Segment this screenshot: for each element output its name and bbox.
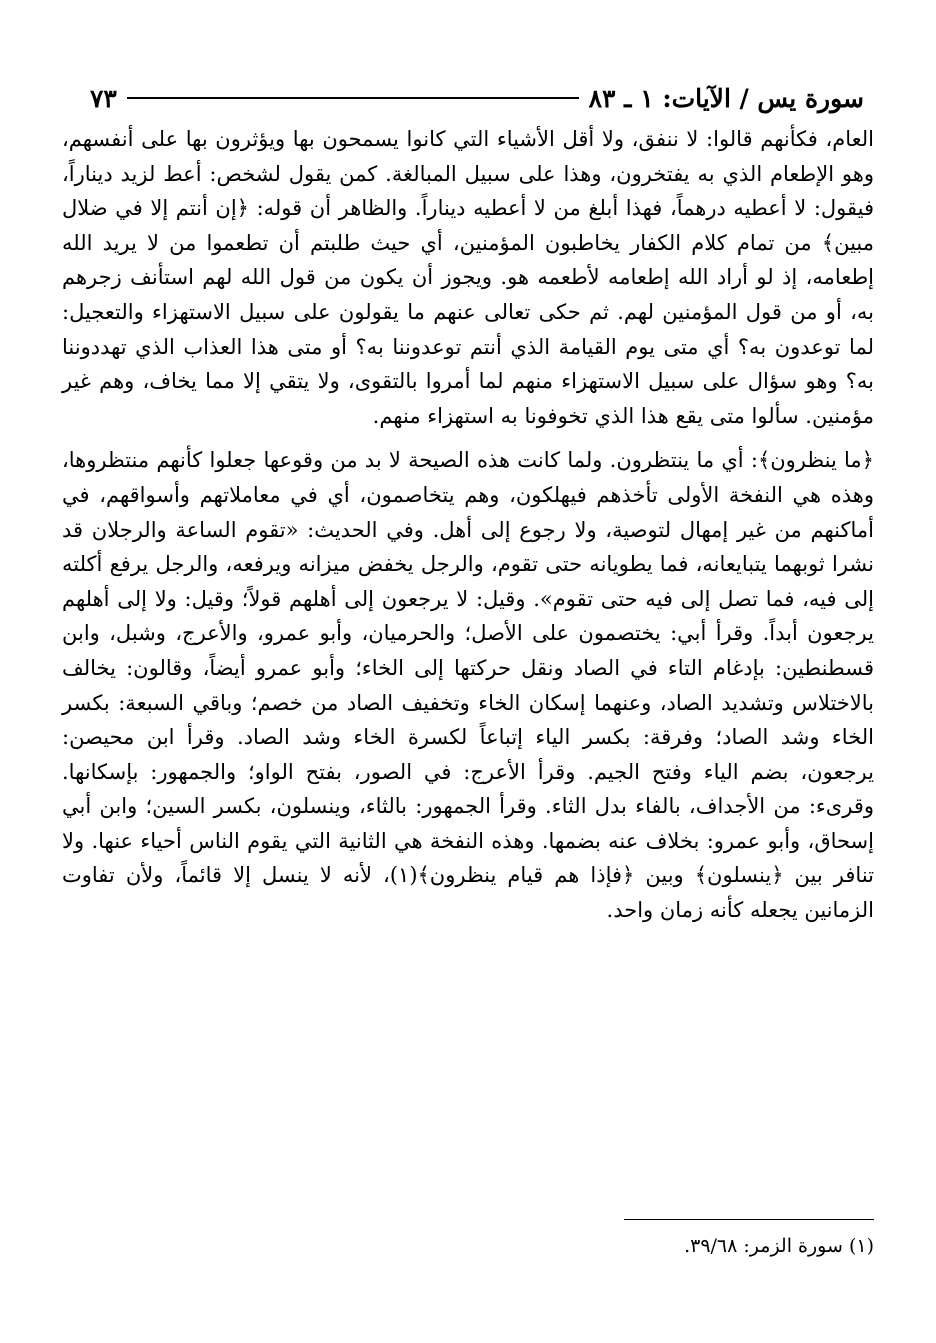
page-number: ٧٣ [90,83,117,113]
page-header [90,80,864,116]
paragraph-1: العام، فكأنهم قالوا: لا ننفق، ولا أقل الأشياء التي كانوا يسمحون بها ويؤثرون بها على أنفسهم، وهو الإطعام الذي به يفتخرون، وهذا على سبيل المبالغة. كمن يقول لشخص: أعط لزيد ديناراً، فيقول: لا أعطيه درهماً، فهذا أبلغ من لا أعطيه ديناراً. والظاهر أن قوله: ﴿إن أنتم إلا في ضلال مبين﴾ من تمام كلام الكفار يخاطبون المؤمنين، أي حيث طلبتم أن تطعموا من لا يريد الله إطعامه، إذ لو أراد الله إطعامه لأطعمه هو. ويجوز أن يكون من قول الله لهم استأنف زجرهم به، أو من قول المؤمنين لهم. ثم حكى تعالى عنهم ما يقولون على سبيل الاستهزاء والتعجيل: لما توعدون به؟ أي متى يوم القيامة الذي أنتم توعدوننا به؟ أو متى هذا العذاب الذي تهددوننا به؟ وهو سؤال على سبيل الاستهزاء منهم لما أمروا بالتقوى، ولا يتقي إلا مما يخاف، وهم غير مؤمنين. سألوا متى يقع هذا الذي تخوفونا به استهزاء منهم. [62,127,874,428]
running-title: سورة يس / الآيات: ١ ـ ٨٣ [588,83,864,113]
main-text [62,122,874,928]
header-rule [127,97,579,99]
footnote-rule [624,1219,874,1220]
paragraph-2: ﴿ما ينظرون﴾: أي ما ينتظرون. ولما كانت هذه الصيحة لا بد من وقوعها جعلوا كأنهم منتظروها، وهذه هي النفخة الأولى تأخذهم فيهلكون، وهم يتخاصمون، أي في معاملاتهم وأسواقهم، في أماكنهم من غير إمهال لتوصية، ولا رجوع إلى أهل. وفي الحديث: «تقوم الساعة والرجلان قد نشرا ثوبهما يتبايعانه، فما يطويانه حتى تقوم، والرجل يخفض ميزانه ويرفعه، والرجل يرفع أكلته إلى فيه، فما تصل إلى فيه حتى تقوم». وقيل: لا يرجعون إلى أهلهم قولاً؛ وقيل: ولا إلى أهلهم يرجعون أبداً. وقرأ أبي: يختصمون على الأصل؛ والحرميان، وأبو عمرو، والأعرج، وشبل، وابن قسطنطين: بإدغام التاء في الصاد ونقل حركتها إلى الخاء؛ وأبو عمرو أيضاً، وقالون: يخالف بالاختلاس وتشديد الصاد، وعنهما إسكان الخاء وتخفيف الصاد من خصم؛ وباقي السبعة: بكسر الخاء وشد الصاد؛ وفرقة: بكسر الياء إتباعاً لكسرة الخاء وشد الصاد. وقرأ ابن محيصن: يرجعون، بضم الياء وفتح الجيم. وقرأ الأعرج: في الصور، بفتح الواو؛ والجمهور: بإسكانها. وقرىء: من الأجداف، بالفاء بدل الثاء. وقرأ الجمهور: بالثاء، وينسلون، بكسر السين؛ وابن أبي إسحاق، وأبو عمرو: بخلاف عنه بضمها. وهذه النفخة هي الثانية التي يقوم الناس أحياء عنها. ولا تنافر بين ﴿ينسلون﴾ وبين ﴿فإذا هم قيام ينظرون﴾(١)، لأنه لا ينسل إلا قائماً، ولأن تفاوت الزمانين يجعله كأنه زمان واحد. [62,448,874,923]
footnote: (١) سورة الزمر: ٣٩/٦٨. [684,1235,874,1257]
